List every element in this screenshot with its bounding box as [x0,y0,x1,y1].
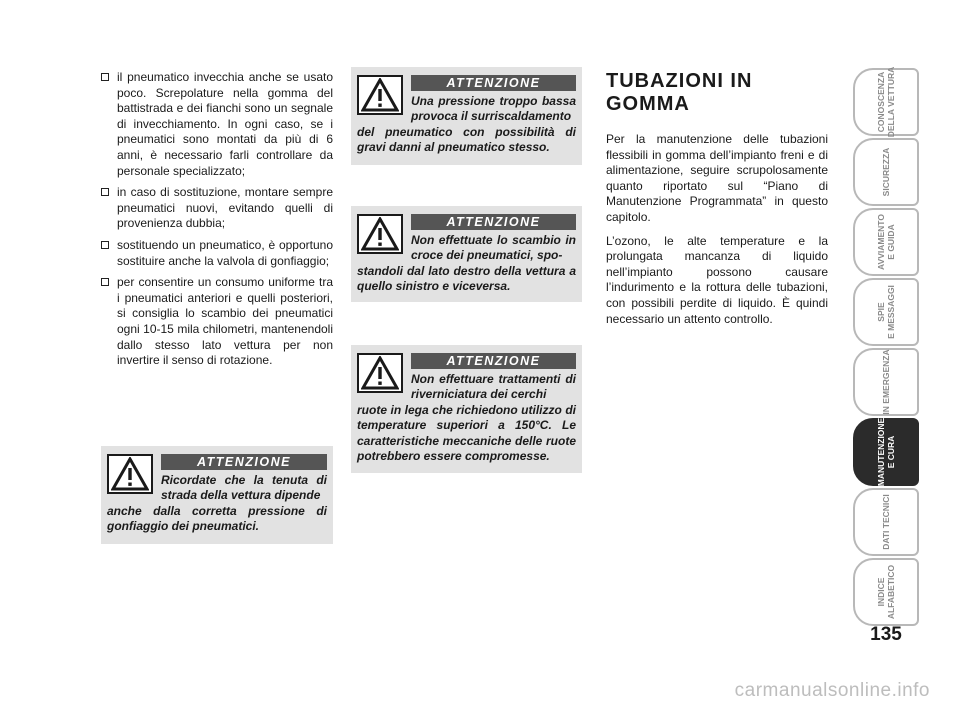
tab-spie-e-messaggi[interactable]: SPIE E MESSAGGI [853,278,919,346]
list-item: in caso di sostituzione, montare sempre pneumatici nuovi, evitando quelli di provenienza dubbia; [101,185,333,232]
checkbox-bullet-icon [101,73,109,81]
warning-triangle-icon [357,214,403,254]
bullet-list [101,70,333,375]
warning-triangle-icon [357,75,403,115]
page-number: 135 [870,624,902,645]
list-item: il pneumatico invecchia anche se usato poco. Screpolature nella gomma del battistrada e dei fianchi sono un segnale di invecchiamento. In ogni caso, se i pneumatici sono montati da più di 6 anni, è necessario farli controllare da personale specializzato; [101,70,333,179]
tab-avviamento-e-guida[interactable]: AVVIAMENTO E GUIDA [853,208,919,276]
tab-in-emergenza[interactable]: IN EMERGENZA [853,348,919,416]
watermark: carmanualsonline.info [734,680,930,701]
warning-triangle-icon [357,353,403,393]
section-heading: TUBAZIONI IN GOMMA [606,70,753,115]
tab-dati-tecnici[interactable]: DATI TECNICI [853,488,919,556]
warning-title: ATTENZIONE [411,75,576,91]
paragraph: L’ozono, le alte temperature e la prolungata mancanza di liquido nell’impianto possono causare l’indurimento e la rottura delle tubazioni, con possibili perdite di liquido. È quindi necessario un attento controllo. [606,233,828,326]
tab-manutenzione-e-cura[interactable]: MANUTENZIONE E CURA [853,418,919,486]
paragraph: Per la manutenzione delle tubazioni flessibili in gomma dell’impianto freni e di alimentazione, seguire scrupolosamente quanto riportato sul “Piano di Manutenzione Programmata” in questo capitolo. [606,132,828,224]
tab-conoscenza-della-vettura[interactable]: CONOSCENZA DELLA VETTURA [853,68,919,136]
warning-text: Non effettuate lo scambio in croce dei pneumatici, spo- standoli dal lato destro della vettura a quello sinistro e viceversa. [357,233,576,294]
warning-box [351,206,582,302]
tab-sicurezza[interactable]: SICUREZZA [853,138,919,206]
tab-indice-alfabetico[interactable]: INDICE ALFABETICO [853,558,919,626]
checkbox-bullet-icon [101,278,109,286]
warning-box [351,345,582,473]
warning-box [351,67,582,165]
section-tubazioni [606,70,828,335]
warning-title: ATTENZIONE [161,454,327,470]
checkbox-bullet-icon [101,188,109,196]
warning-box [101,446,333,544]
warning-text: Ricordate che la tenuta di strada della vettura dipende anche dalla corretta pressione di gonfiaggio dei pneumatici. [107,473,327,534]
warning-text: Una pressione troppo bassa provoca il surriscaldamento del pneumatico con possibilità di gravi danni al pneumatico stesso. [357,94,576,155]
warning-title: ATTENZIONE [411,353,576,369]
warning-text: Non effettuare trattamenti di riverniciatura dei cerchi ruote in lega che richiedono utilizzo di temperature superiori a 150°C. Le caratteristiche meccaniche delle ruote potrebbero essere compromesse. [357,372,576,464]
warning-title: ATTENZIONE [411,214,576,230]
checkbox-bullet-icon [101,241,109,249]
warning-triangle-icon [107,454,153,494]
list-item: per consentire un consumo uniforme tra i pneumatici anteriori e quelli posteriori, si consiglia lo scambio dei pneumatici ogni 10-15 mila chilometri, mantenendoli dallo stesso lato vettura per non invertire il senso di rotazione. [101,275,333,369]
list-item: sostituendo un pneumatico, è opportuno sostituire anche la valvola di gonfiaggio; [101,238,333,269]
